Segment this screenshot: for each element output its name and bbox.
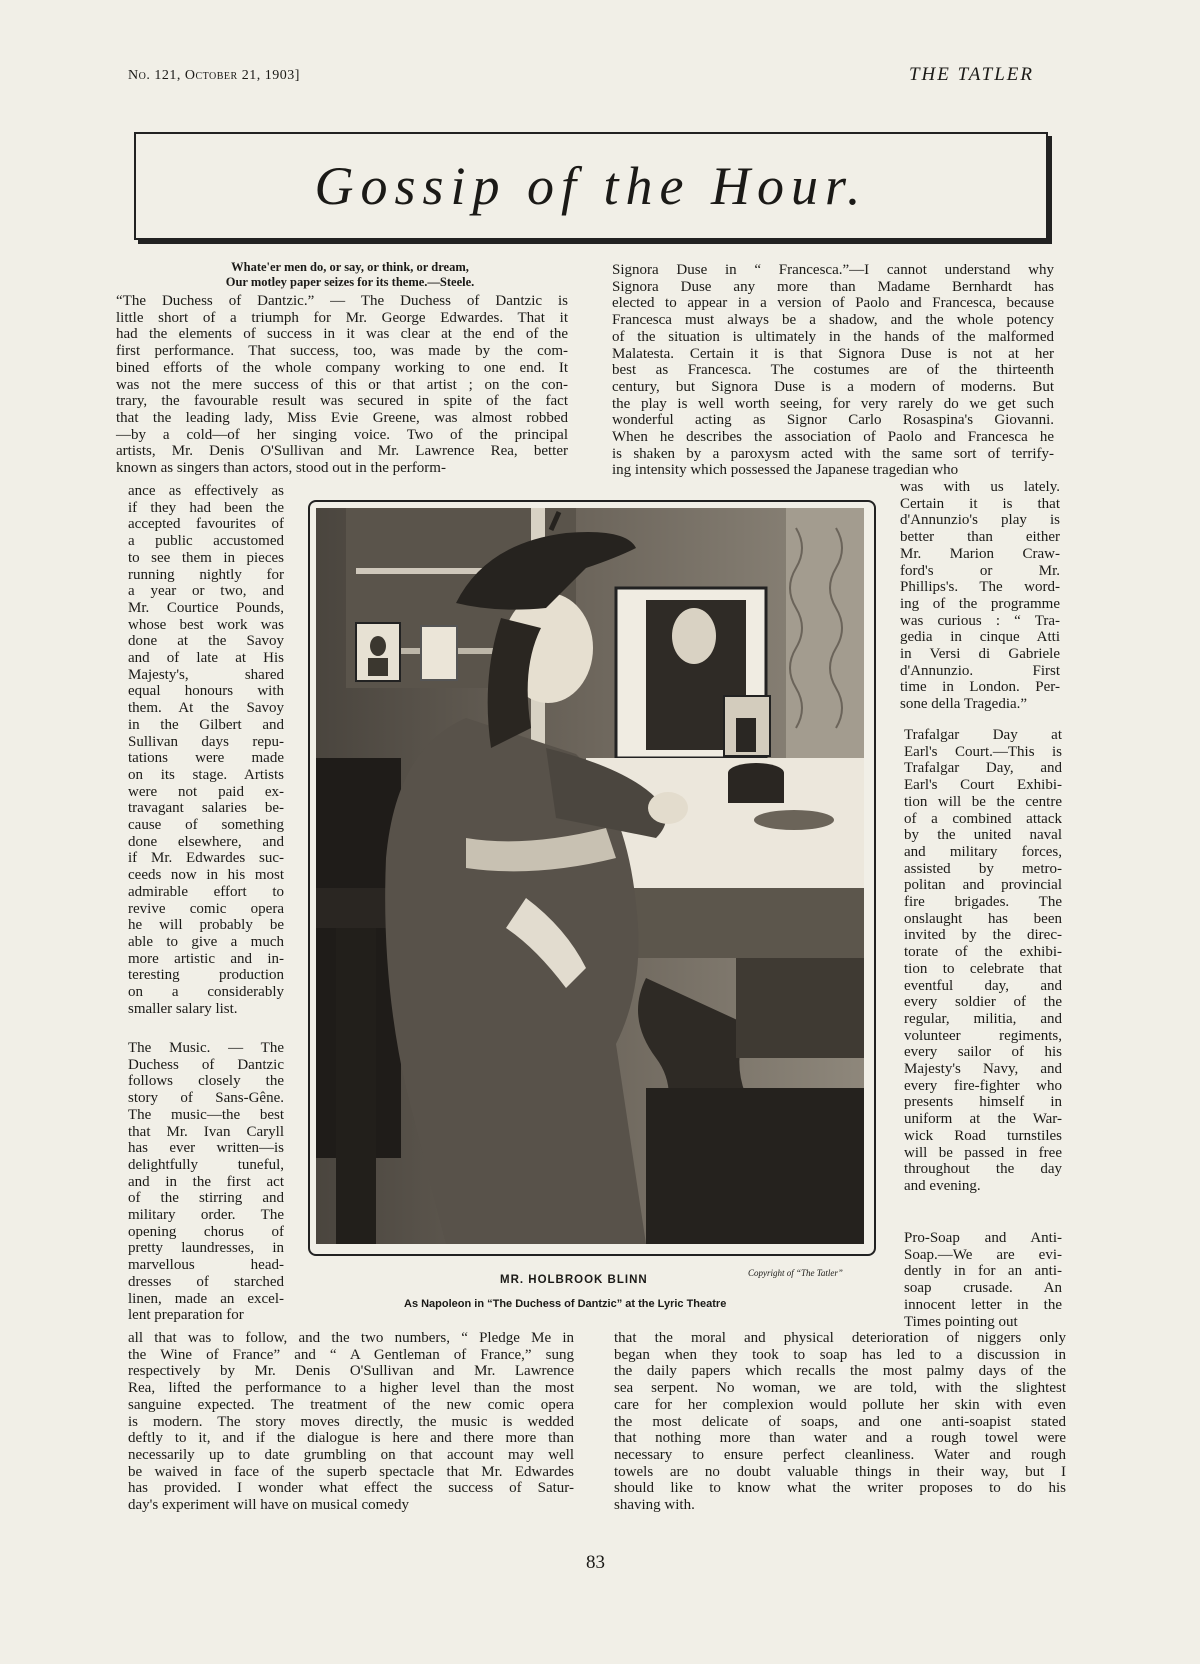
text-line: is shaken by a paroxysm acted with the same sort of terrify- bbox=[612, 445, 1054, 462]
text-line: ance as effectively as bbox=[128, 483, 284, 499]
left-column-bottom bbox=[128, 1330, 574, 1514]
text-line: time in London. Per- bbox=[900, 679, 1060, 696]
text-line: tations were made bbox=[128, 750, 284, 767]
text-line: ford's or Mr. bbox=[900, 562, 1060, 579]
text-line: Majesty's Navy, and bbox=[904, 1061, 1062, 1078]
text-line: Earl's Court Exhibi- bbox=[904, 777, 1062, 794]
text-line: Sullivan days repu- bbox=[128, 733, 284, 750]
text-line: artists, Mr. Denis O'Sullivan and Mr. Lawrence Rea, better bbox=[116, 443, 568, 460]
text-line: known as singers than actors, stood out in the perform- bbox=[116, 460, 446, 477]
text-line: dently in for an anti- bbox=[904, 1263, 1062, 1280]
text-line: Trafalgar Day, and bbox=[904, 760, 1062, 777]
text-line: military order. The bbox=[128, 1207, 284, 1224]
text-line: day's experiment will have on musical comedy bbox=[128, 1497, 409, 1514]
text-line: wick Road turnstiles bbox=[904, 1127, 1062, 1144]
photo-caption: MR. HOLBROOK BLINN bbox=[500, 1274, 648, 1286]
text-line: invited by the direc- bbox=[904, 927, 1062, 944]
text-line: towels are no doubt valuable things in their way, but I bbox=[614, 1463, 1066, 1480]
text-line: equal honours with bbox=[128, 683, 284, 700]
text-line: in Versi di Gabriele bbox=[900, 646, 1060, 663]
text-line: sone della Tragedia.” bbox=[900, 696, 1028, 713]
text-line: marvellous head- bbox=[128, 1257, 284, 1274]
text-line: every sailor of his bbox=[904, 1044, 1062, 1061]
page-title: Gossip of the Hour. bbox=[314, 156, 868, 216]
text-line: done elsewhere, and bbox=[128, 833, 284, 850]
text-line: “The Duchess of Dantzic.” — The Duchess of Dantzic is bbox=[116, 293, 568, 309]
text-line: tion will be the centre bbox=[904, 793, 1062, 810]
text-line: wonderful acting as Signor Carlo Rosaspina's Giovanni. bbox=[612, 412, 1054, 429]
text-line: bined efforts of the whole company working to one end. It bbox=[116, 359, 568, 376]
text-line: was curious : “ Tra- bbox=[900, 612, 1060, 629]
text-line: able to give a much bbox=[128, 933, 284, 950]
text-line: ceeds now in his most bbox=[128, 867, 284, 884]
left-column-narrow bbox=[128, 483, 284, 1018]
text-line: was with us lately. bbox=[900, 479, 1060, 495]
right-column-trafalgar bbox=[904, 727, 1062, 1195]
text-line: every fire-fighter who bbox=[904, 1077, 1062, 1094]
text-line: best as Francesca. The costumes are of the thirteenth bbox=[612, 362, 1054, 379]
text-line: the daily papers which recalls the most palmy days of the bbox=[614, 1363, 1066, 1380]
text-line: has ever written—is bbox=[128, 1140, 284, 1157]
text-line: of the situation is ultimately in the hands of the malformed bbox=[612, 328, 1054, 345]
text-line: on a considerably bbox=[128, 984, 284, 1001]
text-line: Malatesta. Certain it is that Signora Duse is not at her bbox=[612, 345, 1054, 362]
epigraph bbox=[200, 260, 500, 290]
text-line: smaller salary list. bbox=[128, 1000, 238, 1017]
text-line: throughout the day bbox=[904, 1161, 1062, 1178]
text-line: and evening. bbox=[904, 1177, 981, 1194]
text-line: Majesty's, shared bbox=[128, 666, 284, 683]
photograph-holbrook-blinn bbox=[316, 508, 864, 1244]
text-line: Rea, lifted the performance to a higher level than the most bbox=[128, 1380, 574, 1397]
text-line: When he describes the association of Paolo and Francesca he bbox=[612, 429, 1054, 446]
text-line: and of late at His bbox=[128, 650, 284, 667]
text-line: fire brigades. The bbox=[904, 894, 1062, 911]
text-line: Earl's Court.—This is bbox=[904, 743, 1062, 760]
left-column-music bbox=[128, 1040, 284, 1324]
text-line: be waived in face of the superb spectacle that Mr. Edwardes bbox=[128, 1463, 574, 1480]
text-line: was not the mere success of this or that artist ; on the con- bbox=[116, 376, 568, 393]
text-line: better than either bbox=[900, 529, 1060, 546]
masthead: THE TATLER bbox=[908, 64, 1034, 85]
text-line: the most delicate of soaps, and one anti-soapist stated bbox=[614, 1413, 1066, 1430]
text-line: shaving with. bbox=[614, 1497, 695, 1514]
text-line: Pro-Soap and Anti- bbox=[904, 1230, 1062, 1246]
text-line: presents himself in bbox=[904, 1094, 1062, 1111]
text-line: The music—the best bbox=[128, 1106, 284, 1123]
text-line: politan and provincial bbox=[904, 877, 1062, 894]
text-line: dresses of starched bbox=[128, 1273, 284, 1290]
text-line: Phillips's. The word- bbox=[900, 579, 1060, 596]
text-line: if Mr. Edwardes suc- bbox=[128, 850, 284, 867]
text-line: ing of the programme bbox=[900, 595, 1060, 612]
text-line: gedia in cinque Atti bbox=[900, 629, 1060, 646]
text-line: opening chorus of bbox=[128, 1223, 284, 1240]
right-column-soap bbox=[614, 1330, 1066, 1514]
text-line: to see them in pieces bbox=[128, 549, 284, 566]
text-line: teresting production bbox=[128, 967, 284, 984]
text-line: The Music. — The bbox=[128, 1040, 284, 1056]
text-line: delightfully tuneful, bbox=[128, 1156, 284, 1173]
text-line: admirable effort to bbox=[128, 883, 284, 900]
text-line: sea serpent. No woman, we are told, with the slightest bbox=[614, 1380, 1066, 1397]
text-line: them. At the Savoy bbox=[128, 700, 284, 717]
text-line: story of Sans-Gêne. bbox=[128, 1090, 284, 1107]
epigraph-line-2: Our motley paper seizes for its theme.—Steele. bbox=[225, 275, 475, 289]
text-line: Soap.—We are evi- bbox=[904, 1246, 1062, 1263]
text-line: had the elements of success in it was clear at the end of the bbox=[116, 326, 568, 343]
text-line: ing intensity which possessed the Japanese tragedian who bbox=[612, 462, 959, 479]
text-line: Certain it is that bbox=[900, 495, 1060, 512]
page-number: 83 bbox=[586, 1552, 605, 1573]
text-line: Signora Duse any more than Madame Bernhardt has bbox=[612, 278, 1054, 295]
text-line: in the Gilbert and bbox=[128, 716, 284, 733]
text-line: tion to celebrate that bbox=[904, 960, 1062, 977]
text-line: on its stage. Artists bbox=[128, 766, 284, 783]
text-line: deftly to it, and if the dialogue is here and there more than bbox=[128, 1430, 574, 1447]
text-line: soap crusade. An bbox=[904, 1280, 1062, 1297]
text-line: sanguine expected. The treatment of the new comic opera bbox=[128, 1396, 574, 1413]
text-line: Trafalgar Day at bbox=[904, 727, 1062, 743]
text-line: eventful day, and bbox=[904, 977, 1062, 994]
text-line: onslaught has been bbox=[904, 910, 1062, 927]
text-line: regular, militia, and bbox=[904, 1010, 1062, 1027]
text-line: uniform at the War- bbox=[904, 1111, 1062, 1128]
text-line: done at the Savoy bbox=[128, 633, 284, 650]
text-line: all that was to follow, and the two numbers, “ Pledge Me in bbox=[128, 1330, 574, 1346]
text-line: that nothing more than water and a rough towel were bbox=[614, 1430, 1066, 1447]
text-line: respectively by Mr. Denis O'Sullivan and Mr. Lawrence bbox=[128, 1363, 574, 1380]
text-line: d'Annunzio's play is bbox=[900, 512, 1060, 529]
text-line: more artistic and in- bbox=[128, 950, 284, 967]
text-line: care for her complexion would pollute her skin with even bbox=[614, 1396, 1066, 1413]
text-line: every soldier of the bbox=[904, 994, 1062, 1011]
text-line: Times pointing out bbox=[904, 1313, 1018, 1330]
right-column-top bbox=[612, 262, 1054, 479]
text-line: if they had been the bbox=[128, 499, 284, 516]
text-line: were not paid ex- bbox=[128, 783, 284, 800]
text-line: the play is well worth seeing, for very rarely do we get such bbox=[612, 395, 1054, 412]
text-line: that Mr. Ivan Caryll bbox=[128, 1123, 284, 1140]
text-line: necessary to ensure perfect cleanliness. Water and rough bbox=[614, 1446, 1066, 1463]
text-line: a year or two, and bbox=[128, 583, 284, 600]
text-line: and in the first act bbox=[128, 1173, 284, 1190]
text-line: lent preparation for bbox=[128, 1307, 244, 1324]
text-line: —by a cold—of her singing voice. Two of the principal bbox=[116, 426, 568, 443]
text-line: will be passed in free bbox=[904, 1144, 1062, 1161]
text-line: torate of the exhibi- bbox=[904, 944, 1062, 961]
text-line: follows closely the bbox=[128, 1073, 284, 1090]
text-line: running nightly for bbox=[128, 566, 284, 583]
text-line: assisted by metro- bbox=[904, 860, 1062, 877]
text-line: that the leading lady, Miss Evie Greene, was almost robbed bbox=[116, 409, 568, 426]
text-line: revive comic opera bbox=[128, 900, 284, 917]
text-line: a public accustomed bbox=[128, 533, 284, 550]
text-line: whose best work was bbox=[128, 616, 284, 633]
text-line: Mr. Courtice Pounds, bbox=[128, 599, 284, 616]
epigraph-line-1: Whate'er men do, or say, or think, or dream, bbox=[231, 260, 469, 274]
text-line: trary, the favourable result was secured in spite of the fact bbox=[116, 393, 568, 410]
text-line: Francesca must always be a shadow, and the whole potency bbox=[612, 312, 1054, 329]
text-line: Signora Duse in “ Francesca.”—I cannot understand why bbox=[612, 262, 1054, 278]
text-line: has provided. I wonder what effect the success of Satur- bbox=[128, 1480, 574, 1497]
text-line: of a combined attack bbox=[904, 810, 1062, 827]
text-line: is modern. The story moves directly, the music is wedded bbox=[128, 1413, 574, 1430]
text-line: by the united naval bbox=[904, 827, 1062, 844]
left-column-top bbox=[116, 293, 568, 477]
text-line: that the moral and physical deterioration of niggers only bbox=[614, 1330, 1066, 1346]
text-line: Duchess of Dantzic bbox=[128, 1056, 284, 1073]
text-line: elected to appear in a version of Paolo and Francesca, because bbox=[612, 295, 1054, 312]
text-line: and military forces, bbox=[904, 843, 1062, 860]
text-line: d'Annunzio. First bbox=[900, 662, 1060, 679]
right-column-soap-narrow bbox=[904, 1230, 1062, 1330]
text-line: the Wine of France” and “ A Gentleman of France,” sung bbox=[128, 1346, 574, 1363]
text-line: pretty laundresses, in bbox=[128, 1240, 284, 1257]
text-line: cause of something bbox=[128, 817, 284, 834]
text-line: began when they took to soap has led to a discussion in bbox=[614, 1346, 1066, 1363]
text-line: century, but Signora Duse is a modern of moderns. But bbox=[612, 378, 1054, 395]
text-line: accepted favourites of bbox=[128, 516, 284, 533]
right-column-narrow bbox=[900, 479, 1060, 713]
photo-illustration bbox=[316, 508, 864, 1244]
text-line: necessarily up to date grumbling on that account may well bbox=[128, 1446, 574, 1463]
text-line: travagant salaries be- bbox=[128, 800, 284, 817]
photo-credit: Copyright of “The Tatler” bbox=[748, 1268, 843, 1278]
text-line: he will probably be bbox=[128, 917, 284, 934]
text-line: innocent letter in the bbox=[904, 1296, 1062, 1313]
text-line: first performance. That success, too, was made by the com- bbox=[116, 343, 568, 360]
text-line: volunteer regiments, bbox=[904, 1027, 1062, 1044]
text-line: Mr. Marion Craw- bbox=[900, 545, 1060, 562]
text-line: should like to know what the writer proposes to do his bbox=[614, 1480, 1066, 1497]
text-line: linen, made an excel- bbox=[128, 1290, 284, 1307]
text-line: of the stirring and bbox=[128, 1190, 284, 1207]
text-line: little short of a triumph for Mr. George Edwardes. That it bbox=[116, 309, 568, 326]
title-box bbox=[134, 132, 1048, 240]
issue-line: No. 121, October 21, 1903] bbox=[128, 68, 300, 83]
photo-subcaption: As Napoleon in “The Duchess of Dantzic” at the Lyric Theatre bbox=[404, 1298, 727, 1310]
